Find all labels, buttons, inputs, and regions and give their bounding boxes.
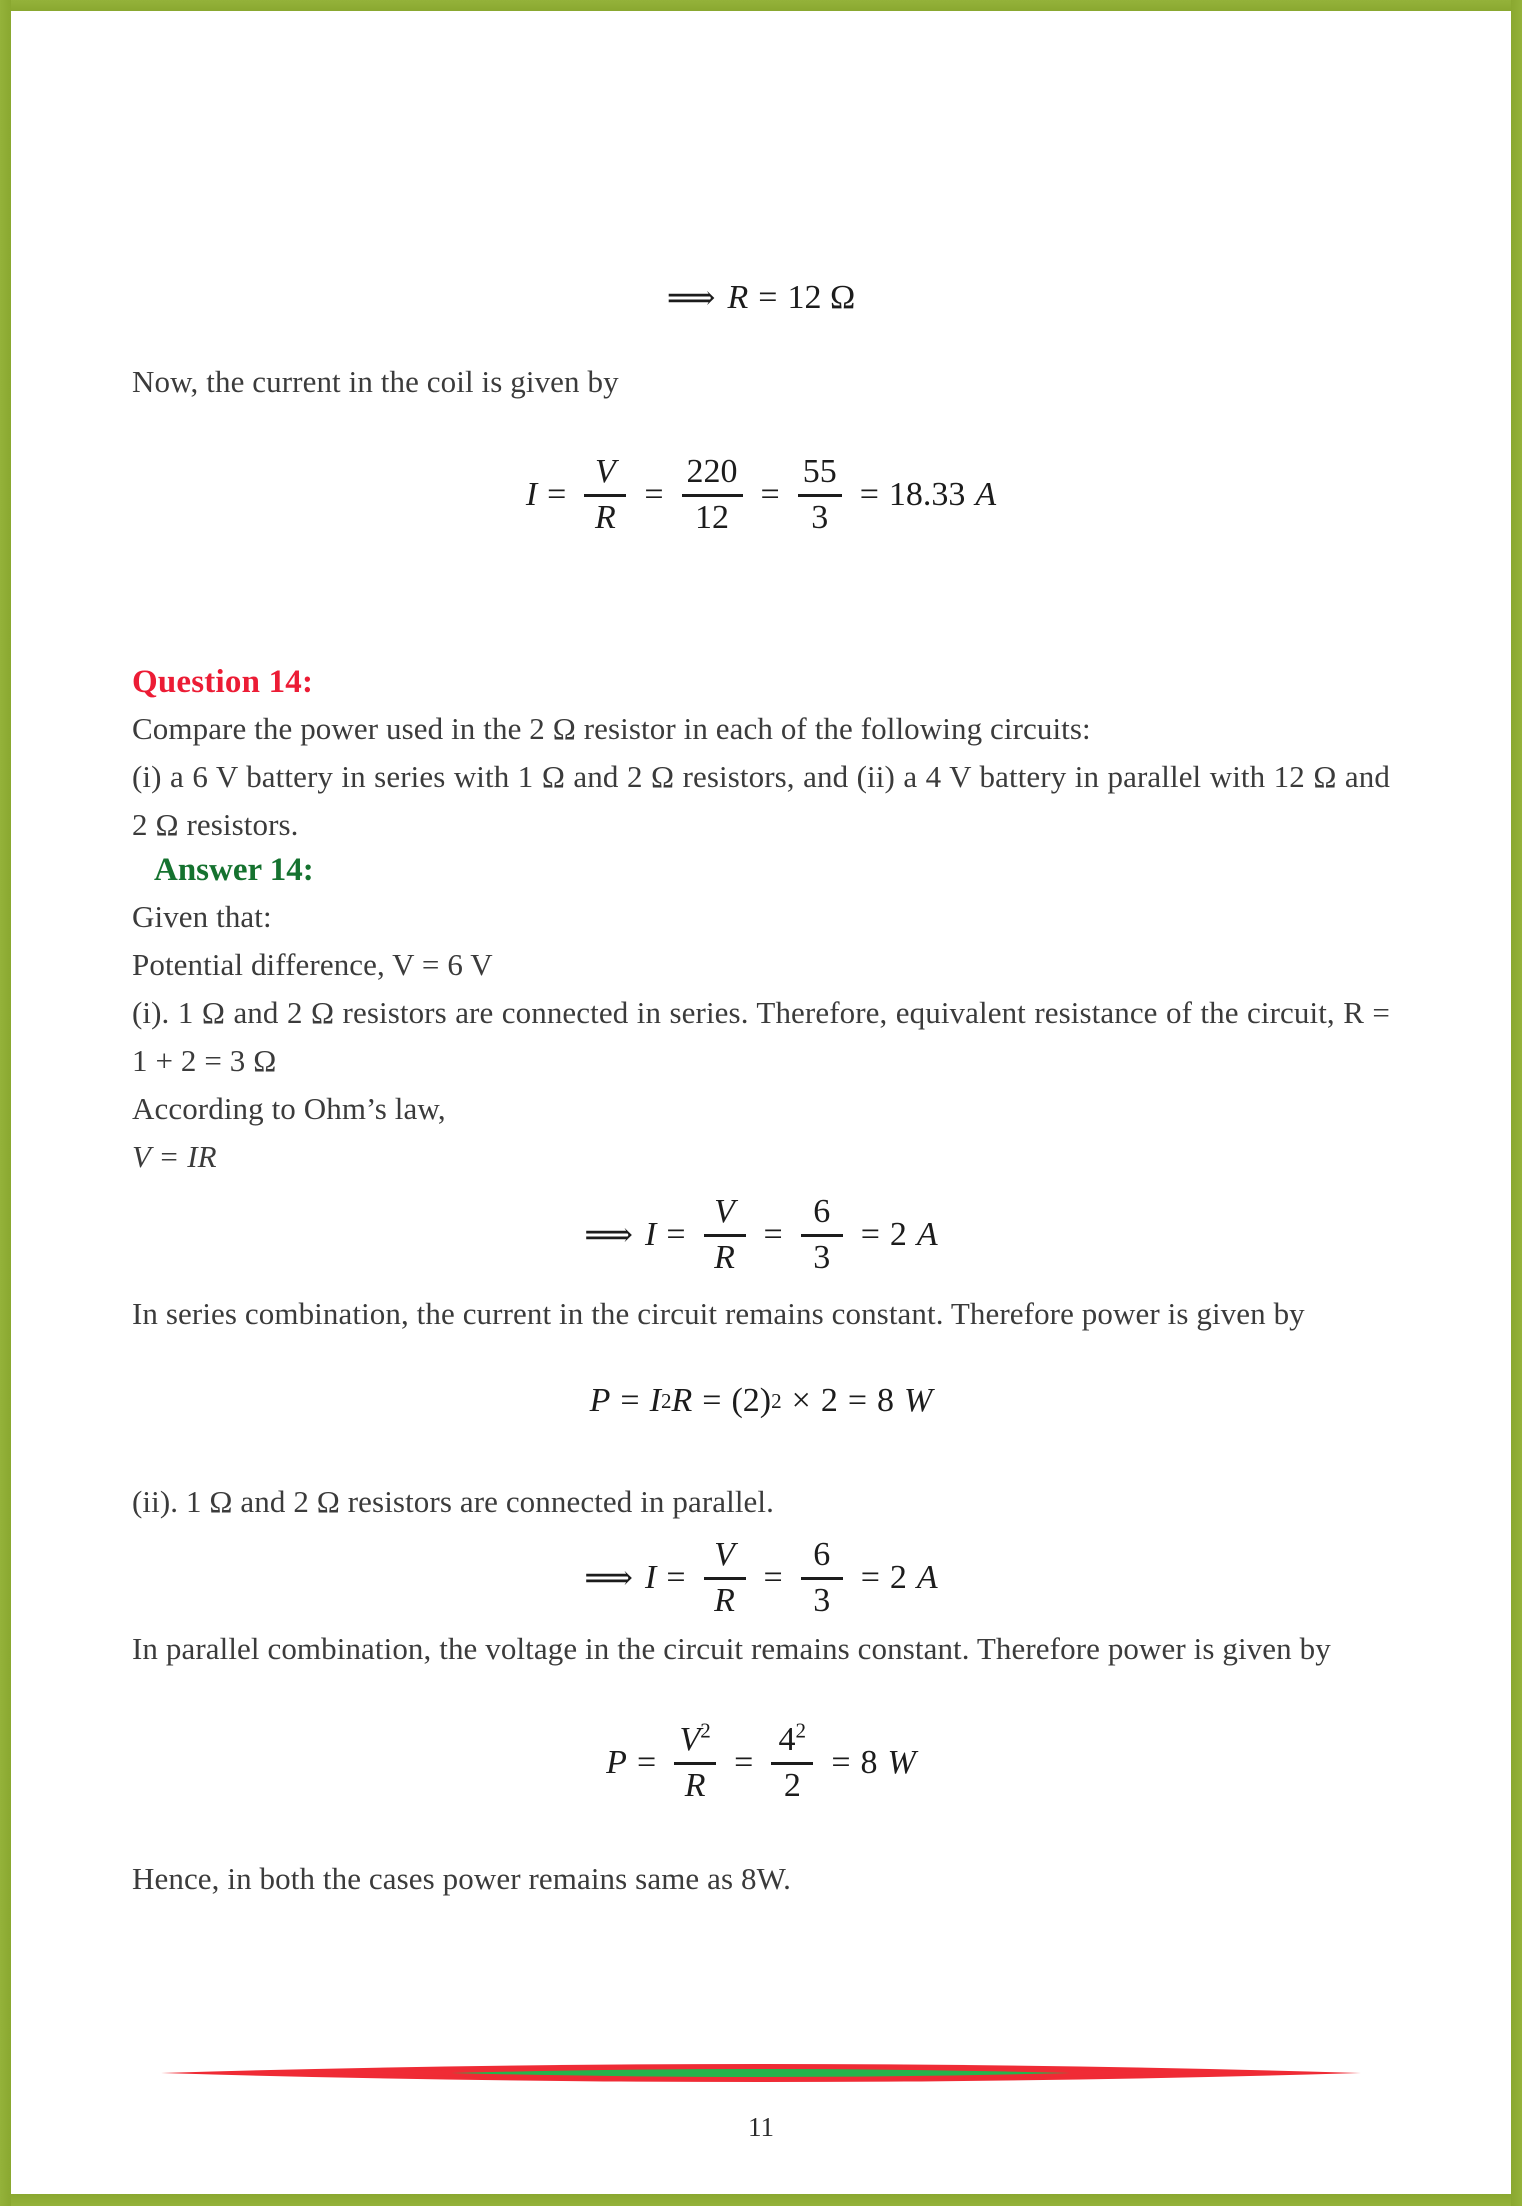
numerator: V bbox=[594, 453, 616, 490]
question-heading: Question 14: bbox=[132, 664, 314, 700]
exponent-2: 2 bbox=[700, 1718, 711, 1743]
ohms-law-intro: According to Ohm’s law, bbox=[132, 1091, 446, 1126]
equals-sign-1: = bbox=[636, 1744, 657, 1782]
equation-parallel-current bbox=[132, 1538, 1390, 1618]
equals-sign-4: = bbox=[859, 476, 879, 514]
squared-term: (2) bbox=[731, 1382, 772, 1419]
fraction-bar bbox=[801, 1577, 843, 1580]
equals-sign-3: = bbox=[831, 1744, 851, 1782]
equals-sign-2: = bbox=[734, 1744, 754, 1782]
current-result: 18.33 bbox=[888, 476, 966, 514]
fraction-v-over-r bbox=[704, 1538, 746, 1618]
equals-sign-1: = bbox=[666, 1559, 686, 1597]
current-symbol: I bbox=[645, 1216, 657, 1254]
current-unit: A bbox=[916, 1216, 938, 1254]
denominator: 3 bbox=[813, 1238, 831, 1276]
current-result: 2 bbox=[889, 1559, 907, 1597]
power-unit: W bbox=[904, 1382, 933, 1419]
equation-coil-current bbox=[132, 455, 1390, 535]
equals-sign: = bbox=[758, 279, 778, 316]
resistance-value: 2 bbox=[820, 1382, 838, 1419]
part-i-line: (i). 1 Ω and 2 Ω resistors are connected in series. Therefore, equivalent resistance of the circuit, R = 1 + 2 = 3 Ω bbox=[132, 995, 1390, 1078]
implies-arrow: ⟹ bbox=[666, 280, 716, 317]
fraction-bar bbox=[704, 1234, 746, 1237]
numerator: 6 bbox=[813, 1193, 831, 1230]
equation-series-power: P = I 2 R = (2) 2 × 2 = 8 W bbox=[589, 1382, 933, 1419]
given-label: Given that: bbox=[132, 899, 272, 934]
equals-sign-1: = bbox=[666, 1216, 686, 1254]
current-symbol: I bbox=[649, 1382, 661, 1419]
fraction-bar bbox=[584, 494, 626, 497]
denominator: 3 bbox=[813, 1581, 831, 1619]
equals-sign-3: = bbox=[847, 1382, 868, 1419]
power-result: 8 bbox=[860, 1744, 878, 1782]
equals-sign-2: = bbox=[644, 476, 664, 514]
equals-sign-2: = bbox=[763, 1216, 783, 1254]
page-number: 11 bbox=[748, 2112, 774, 2142]
power-symbol: P bbox=[589, 1382, 611, 1419]
current-symbol: I bbox=[525, 476, 538, 514]
denominator: R bbox=[714, 1581, 735, 1619]
current-unit: A bbox=[975, 476, 997, 514]
footer-ornament-divider bbox=[161, 2060, 1361, 2086]
part-ii-line: (ii). 1 Ω and 2 Ω resistors are connected in parallel. bbox=[132, 1484, 774, 1519]
power-unit: W bbox=[887, 1744, 916, 1782]
implies-arrow: ⟹ bbox=[584, 1560, 634, 1598]
question-line-1: Compare the power used in the 2 Ω resistor in each of the following circuits: bbox=[132, 711, 1091, 746]
potential-difference-line: Potential difference, V = 6 V bbox=[132, 947, 493, 982]
fraction-bar bbox=[674, 1762, 716, 1765]
fraction-vsq-over-r bbox=[674, 1718, 716, 1804]
power-symbol: P bbox=[606, 1744, 627, 1782]
fraction-55-over-3 bbox=[798, 455, 842, 535]
equation-series-current bbox=[132, 1195, 1390, 1275]
equals-sign-1: = bbox=[620, 1382, 640, 1419]
resistance-symbol: R bbox=[671, 1382, 693, 1419]
numerator: 55 bbox=[802, 453, 837, 490]
current-unit: A bbox=[916, 1559, 938, 1597]
answer-heading: Answer 14: bbox=[154, 852, 314, 888]
fraction-bar bbox=[771, 1762, 813, 1765]
equation-parallel-power bbox=[132, 1718, 1390, 1804]
voltage-value: 4 bbox=[778, 1721, 796, 1758]
numerator: 220 bbox=[686, 453, 738, 490]
equals-sign-2: = bbox=[702, 1382, 722, 1419]
equals-sign-3: = bbox=[760, 476, 780, 514]
question-line-2: (i) a 6 V battery in series with 1 Ω and 2 Ω resistors, and (ii) a 4 V battery in parallel with 12 Ω and 2 Ω resistors. bbox=[132, 759, 1390, 842]
power-result: 8 bbox=[877, 1382, 895, 1419]
equals-sign-3: = bbox=[860, 1559, 880, 1597]
current-intro-line: Now, the current in the coil is given by bbox=[132, 364, 619, 399]
denominator: R bbox=[714, 1238, 735, 1276]
parallel-combination-note: In parallel combination, the voltage in the circuit remains constant. Therefore power is given by bbox=[132, 1631, 1331, 1666]
denominator: R bbox=[684, 1766, 706, 1804]
fraction-v-over-r bbox=[584, 455, 626, 535]
numerator bbox=[774, 1718, 812, 1758]
equals-sign-1: = bbox=[547, 476, 567, 514]
implies-arrow: ⟹ bbox=[584, 1217, 634, 1255]
voltage-symbol: V bbox=[679, 1721, 701, 1758]
resistance-symbol: R bbox=[727, 279, 749, 316]
denominator: 2 bbox=[783, 1766, 801, 1804]
fraction-bar bbox=[704, 1577, 746, 1580]
series-combination-note: In series combination, the current in the circuit remains constant. Therefore power is given by bbox=[132, 1296, 1305, 1331]
denominator: 12 bbox=[695, 498, 730, 536]
fraction-v-over-r bbox=[704, 1195, 746, 1275]
numerator: V bbox=[714, 1193, 735, 1230]
resistance-value: 12 Ω bbox=[787, 279, 856, 316]
fraction-6-over-3 bbox=[801, 1538, 843, 1618]
conclusion-line: Hence, in both the cases power remains same as 8W. bbox=[132, 1861, 791, 1896]
numerator: 6 bbox=[813, 1536, 831, 1573]
numerator: V bbox=[714, 1536, 735, 1573]
denominator: 3 bbox=[811, 498, 829, 536]
equals-sign-3: = bbox=[860, 1216, 880, 1254]
denominator: R bbox=[594, 498, 616, 536]
fraction-4sq-over-2 bbox=[771, 1718, 813, 1804]
multiply-sign: × bbox=[791, 1382, 811, 1419]
equals-sign-2: = bbox=[763, 1559, 783, 1597]
fraction-bar bbox=[682, 494, 743, 497]
numerator bbox=[674, 1718, 715, 1758]
equation-resistance bbox=[132, 278, 1390, 318]
ohms-law-equation: V = IR bbox=[132, 1139, 217, 1174]
current-symbol: I bbox=[645, 1559, 657, 1597]
fraction-bar bbox=[798, 494, 842, 497]
fraction-6-over-3 bbox=[801, 1195, 843, 1275]
current-result: 2 bbox=[889, 1216, 907, 1254]
exponent-2: 2 bbox=[795, 1718, 807, 1743]
fraction-220-over-12 bbox=[682, 455, 743, 535]
fraction-bar bbox=[801, 1234, 843, 1237]
